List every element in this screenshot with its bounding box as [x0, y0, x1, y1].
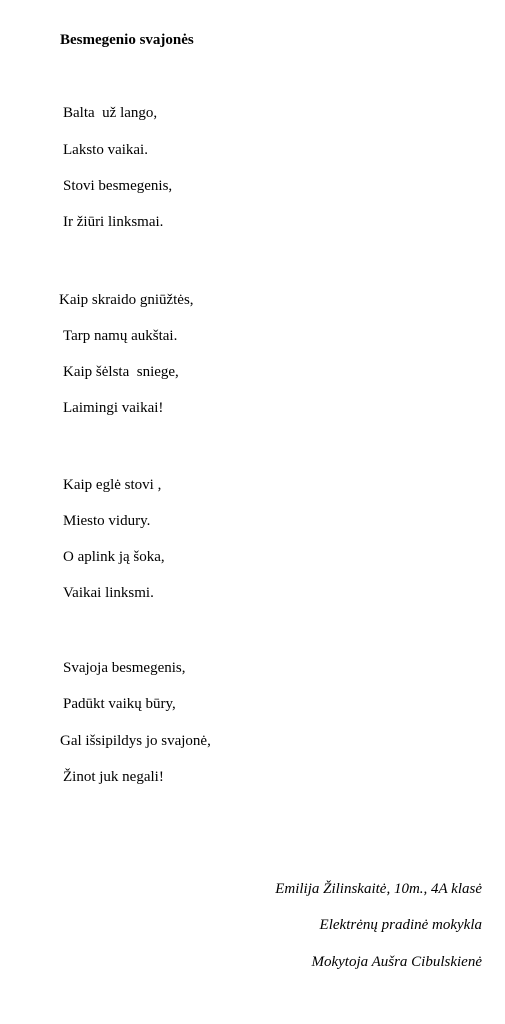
poem-line: Svajoja besmegenis, — [63, 660, 186, 676]
poem-line: Gal išsipildys jo svajonė, — [60, 733, 211, 749]
poem-line: O aplink ją šoka, — [63, 549, 165, 565]
teacher-line: Mokytoja Aušra Cibulskienė — [311, 954, 482, 970]
poem-line: Laimingi vaikai! — [63, 400, 164, 416]
poem-line: Kaip eglė stovi , — [63, 477, 162, 493]
poem-title: Besmegenio svajonės — [60, 32, 194, 48]
school-line: Elektrėnų pradinė mokykla — [319, 917, 482, 933]
poem-line: Stovi besmegenis, — [63, 178, 173, 194]
poem-line: Miesto vidury. — [63, 513, 151, 529]
poem-line: Tarp namų aukštai. — [63, 328, 178, 344]
poem-line: Vaikai linksmi. — [63, 585, 154, 601]
poem-line: Padūkt vaikų būry, — [63, 696, 176, 712]
poem-line: Balta už lango, — [63, 105, 158, 121]
poem-line: Kaip šėlsta sniege, — [63, 364, 179, 380]
poem-line: Ir žiūri linksmai. — [63, 214, 164, 230]
poem-line: Laksto vaikai. — [63, 142, 148, 158]
author-line: Emilija Žilinskaitė, 10m., 4A klasė — [275, 881, 482, 897]
poem-line: Žinot juk negali! — [63, 769, 164, 785]
poem-line: Kaip skraido gniūžtės, — [59, 292, 194, 308]
